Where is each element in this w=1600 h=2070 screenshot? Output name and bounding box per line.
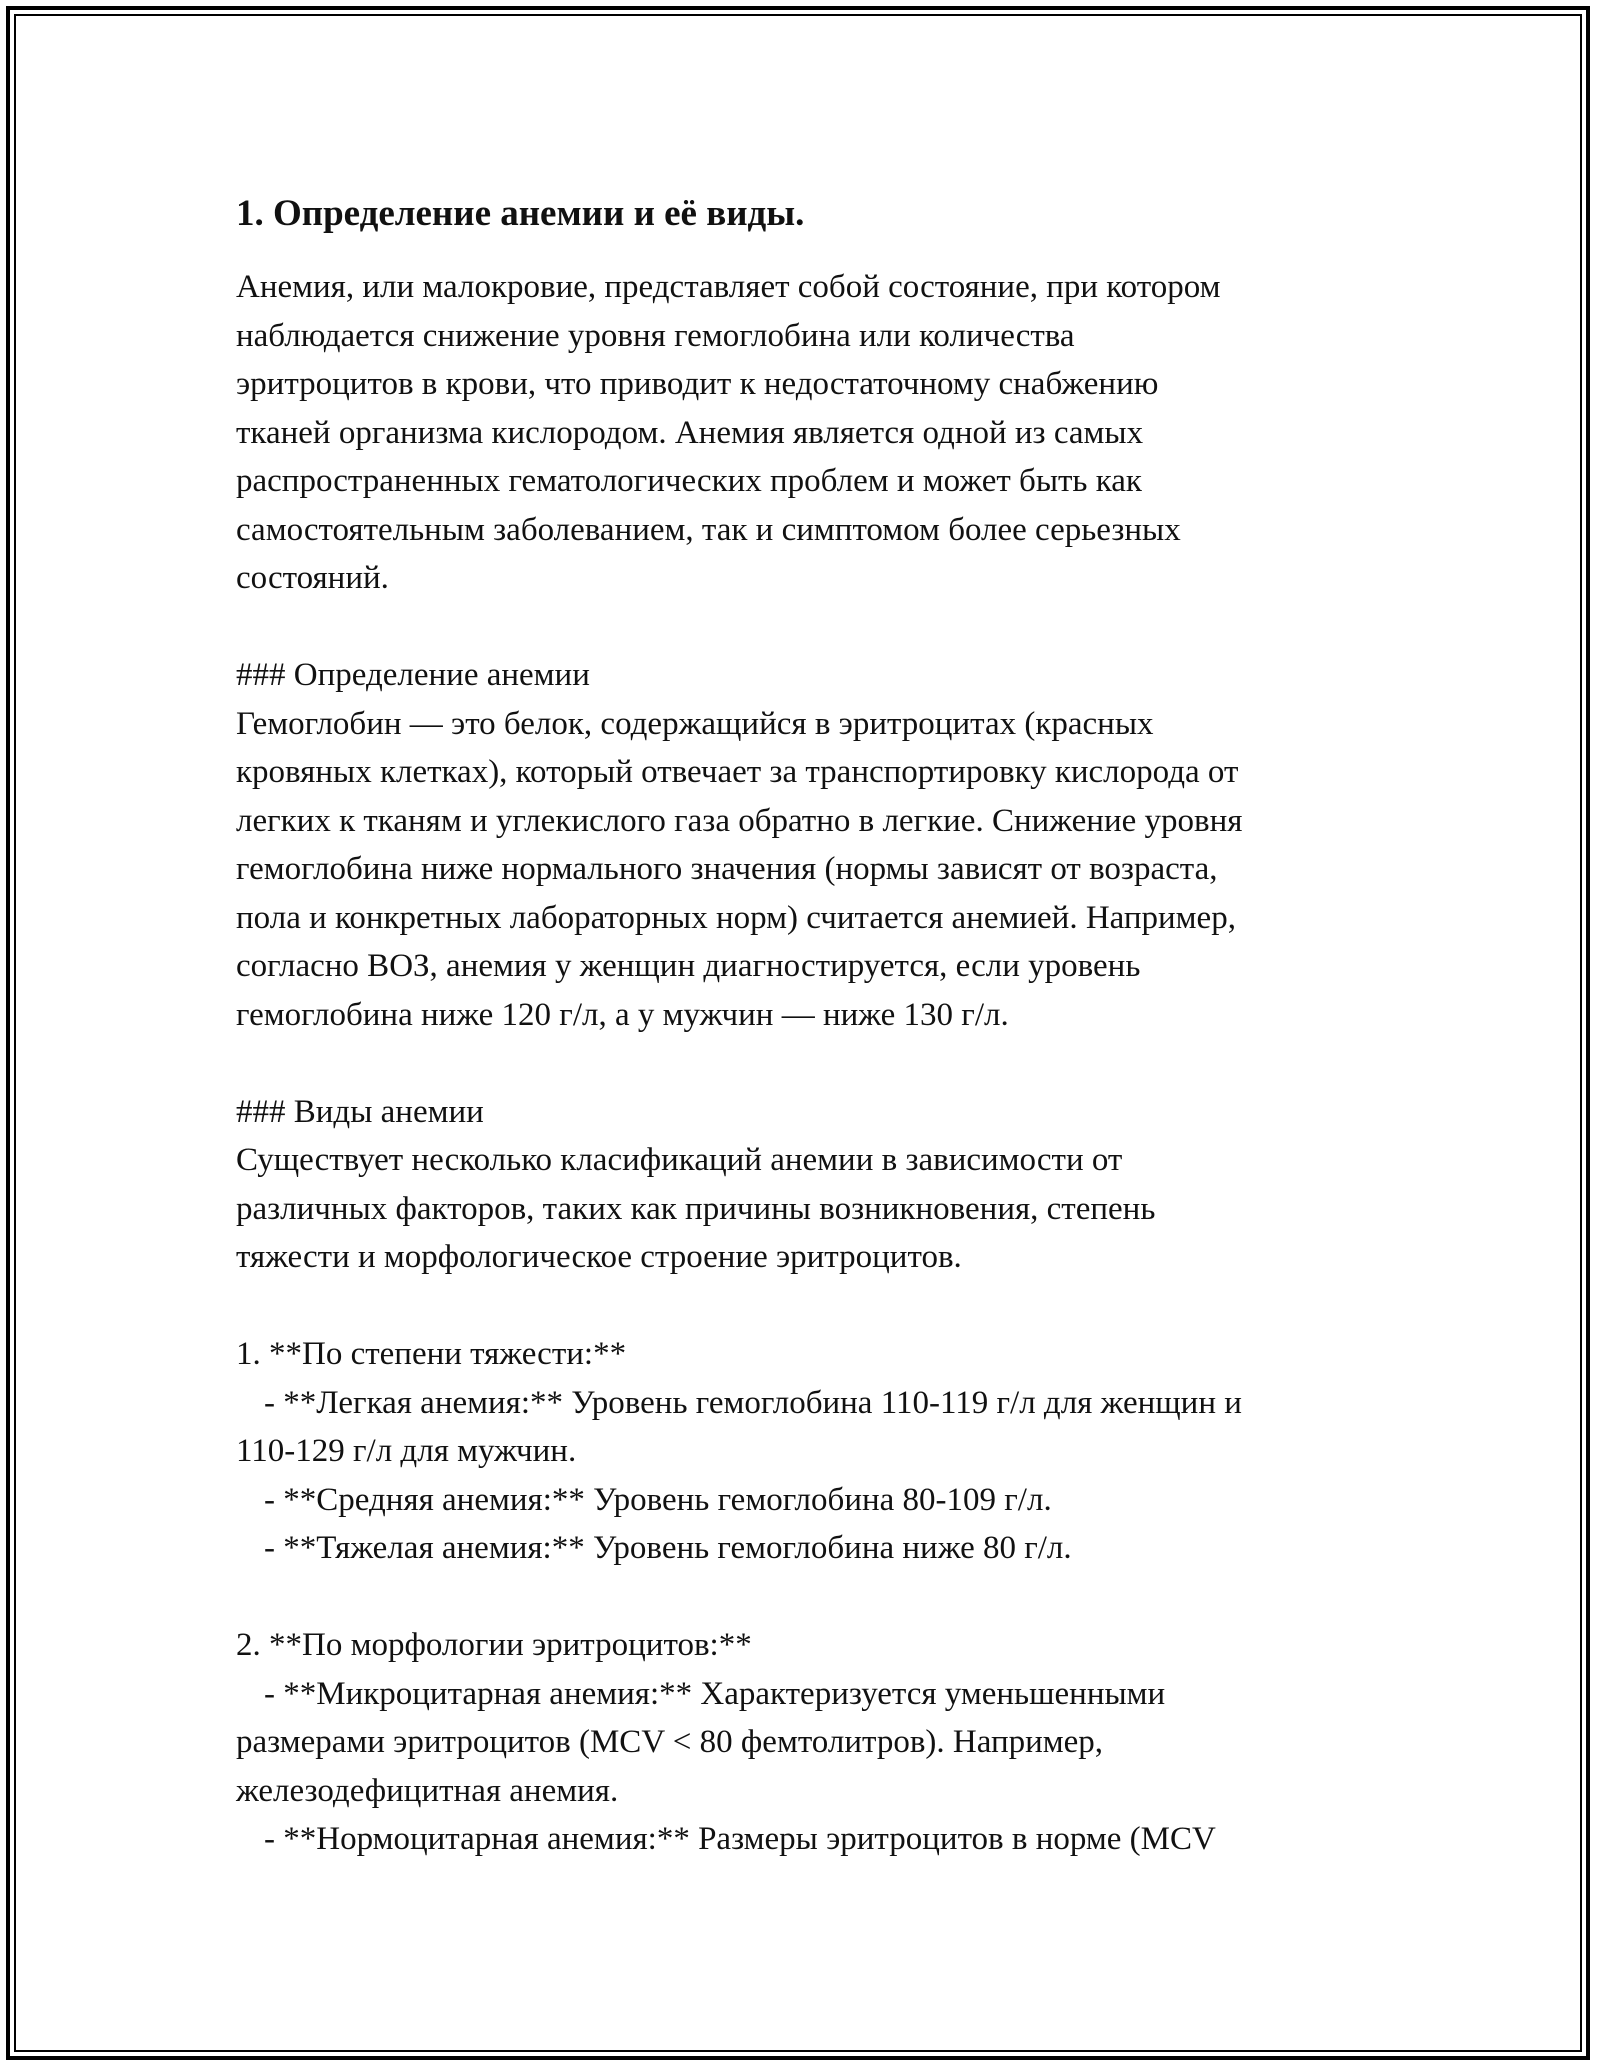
paragraph-spacer xyxy=(236,1282,1396,1331)
paragraph-spacer xyxy=(236,1573,1396,1622)
list-item-continuation: железодефицитная анемия. xyxy=(236,1772,619,1809)
document-body xyxy=(236,190,1396,1864)
list-item: - **Легкая анемия:** Уровень гемоглобина 110-119 г/л для женщин и xyxy=(264,1384,1242,1421)
paragraph-spacer xyxy=(236,1039,1396,1088)
list-item-continuation: 110-129 г/л для мужчин. xyxy=(236,1433,577,1469)
list-item: - **Средняя анемия:** Уровень гемоглобина 80-109 г/л. xyxy=(264,1481,1052,1518)
text-line: гемоглобина ниже нормального значения (нормы зависят от возраста, xyxy=(236,851,1218,887)
morphology-list xyxy=(236,1621,1396,1864)
text-line: согласно ВОЗ, анемия у женщин диагностируется, если уровень xyxy=(236,948,1141,984)
text-line: тяжести и морфологическое строение эритроцитов. xyxy=(236,1239,962,1275)
text-line: кровяных клетках), который отвечает за транспортировку кислорода от xyxy=(236,754,1239,790)
section-heading: 1. Определение анемии и её виды. xyxy=(236,193,805,234)
text-line: Гемоглобин — это белок, содержащийся в эритроцитах (красных xyxy=(236,705,1154,742)
text-line: состояний. xyxy=(236,560,389,596)
text-line: эритроцитов в крови, что приводит к недостаточному снабжению xyxy=(236,366,1159,402)
text-line: пола и конкретных лабораторных норм) считается анемией. Например, xyxy=(236,899,1236,936)
intro-paragraph xyxy=(236,263,1396,603)
text-line: самостоятельным заболеванием, так и симптомом более серьезных xyxy=(236,511,1181,548)
types-section xyxy=(236,1088,1396,1282)
list-title: 1. **По степени тяжести:** xyxy=(236,1336,627,1372)
text-line: различных факторов, таких как причины возникновения, степень xyxy=(236,1190,1156,1227)
text-line: Существует несколько класификаций анемии в зависимости от xyxy=(236,1142,1123,1178)
text-line: легких к тканям и углекислого газа обратно в легкие. Снижение уровня xyxy=(236,802,1243,839)
text-line: Анемия, или малокровие, представляет собой состояние, при котором xyxy=(236,269,1221,305)
severity-list xyxy=(236,1330,1396,1573)
list-item-continuation: размерами эритроцитов (MCV < 80 фемтолитров). Например, xyxy=(236,1724,1104,1760)
paragraph-spacer xyxy=(236,603,1396,652)
text-line: тканей организма кислородом. Анемия является одной из самых xyxy=(236,414,1144,451)
text-line: распространенных гематологических проблем и может быть как xyxy=(236,463,1142,499)
text-line: наблюдается снижение уровня гемоглобина или количества xyxy=(236,317,1075,354)
text-line: гемоглобина ниже 120 г/л, а у мужчин — ниже 130 г/л. xyxy=(236,996,1009,1033)
list-title: 2. **По морфологии эритроцитов:** xyxy=(236,1627,752,1663)
list-item: - **Нормоцитарная анемия:** Размеры эритроцитов в норме (MCV xyxy=(264,1821,1216,1857)
subsection-heading: ### Определение анемии xyxy=(236,657,590,693)
list-item: - **Тяжелая анемия:** Уровень гемоглобина ниже 80 г/л. xyxy=(264,1530,1072,1566)
definition-section xyxy=(236,651,1396,1039)
list-item: - **Микроцитарная анемия:** Характеризуется уменьшенными xyxy=(264,1675,1166,1712)
subsection-heading: ### Виды анемии xyxy=(236,1093,484,1130)
